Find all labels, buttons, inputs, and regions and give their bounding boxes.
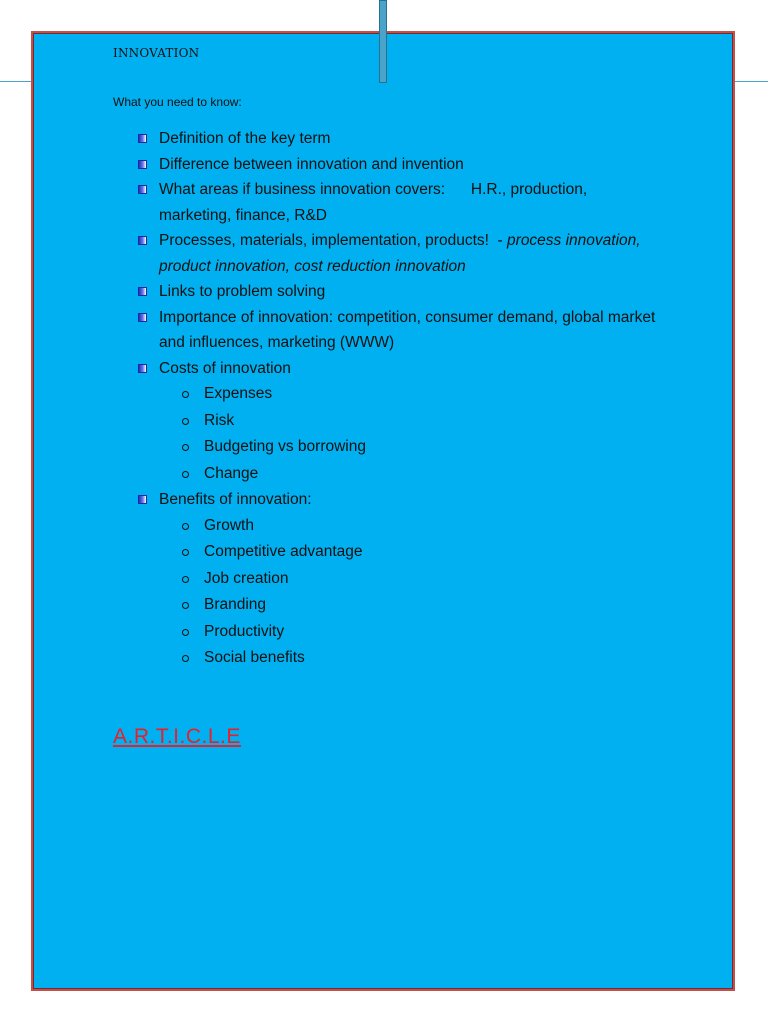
costs-sublist [159,381,658,487]
sublist-item: Branding [159,592,658,619]
benefits-sublist [159,513,658,672]
circle-bullet-icon [182,549,189,556]
square-bullet-icon [138,364,147,373]
topic-list [138,126,658,672]
sublist-item: Job creation [159,566,658,593]
list-item: Links to problem solving [138,279,658,305]
list-item: Processes, materials, implementation, products! - process innovation, product innovation, cost reduction innovation [138,228,658,279]
list-item: Difference between innovation and invention [138,152,658,178]
square-bullet-icon [138,160,147,169]
article-link[interactable]: A.R.T.I.C.L.E [113,725,241,748]
circle-bullet-icon [182,418,189,425]
circle-bullet-icon [182,471,189,478]
page-header-title: INNOVATION [113,46,200,60]
circle-bullet-icon [182,655,189,662]
circle-bullet-icon [182,391,189,398]
circle-bullet-icon [182,444,189,451]
sublist-item: Change [159,461,658,488]
list-item: Importance of innovation: competition, consumer demand, global market and influences, marketing (WWW) [138,305,658,356]
circle-bullet-icon [182,602,189,609]
square-bullet-icon [138,495,147,504]
list-item: Benefits of innovation: Growth Competitive advantage Job creation Branding Productivity Social benefits [138,487,658,672]
subheading: What you need to know: [113,95,242,109]
sublist-item: Growth [159,513,658,540]
list-item: What areas if business innovation covers: H.R., production, marketing, finance, R&D [138,177,658,228]
sublist-item: Expenses [159,381,658,408]
sublist-item: Budgeting vs borrowing [159,434,658,461]
list-item: Costs of innovation Expenses Risk Budgeting vs borrowing Change [138,356,658,488]
circle-bullet-icon [182,523,189,530]
list-item: Definition of the key term [138,126,658,152]
square-bullet-icon [138,287,147,296]
sublist-item: Competitive advantage [159,539,658,566]
square-bullet-icon [138,236,147,245]
circle-bullet-icon [182,576,189,583]
square-bullet-icon [138,313,147,322]
square-bullet-icon [138,185,147,194]
square-bullet-icon [138,134,147,143]
sublist-item: Social benefits [159,645,658,672]
circle-bullet-icon [182,629,189,636]
sublist-item: Risk [159,408,658,435]
sublist-item: Productivity [159,619,658,646]
page-marker-tab [379,0,387,83]
